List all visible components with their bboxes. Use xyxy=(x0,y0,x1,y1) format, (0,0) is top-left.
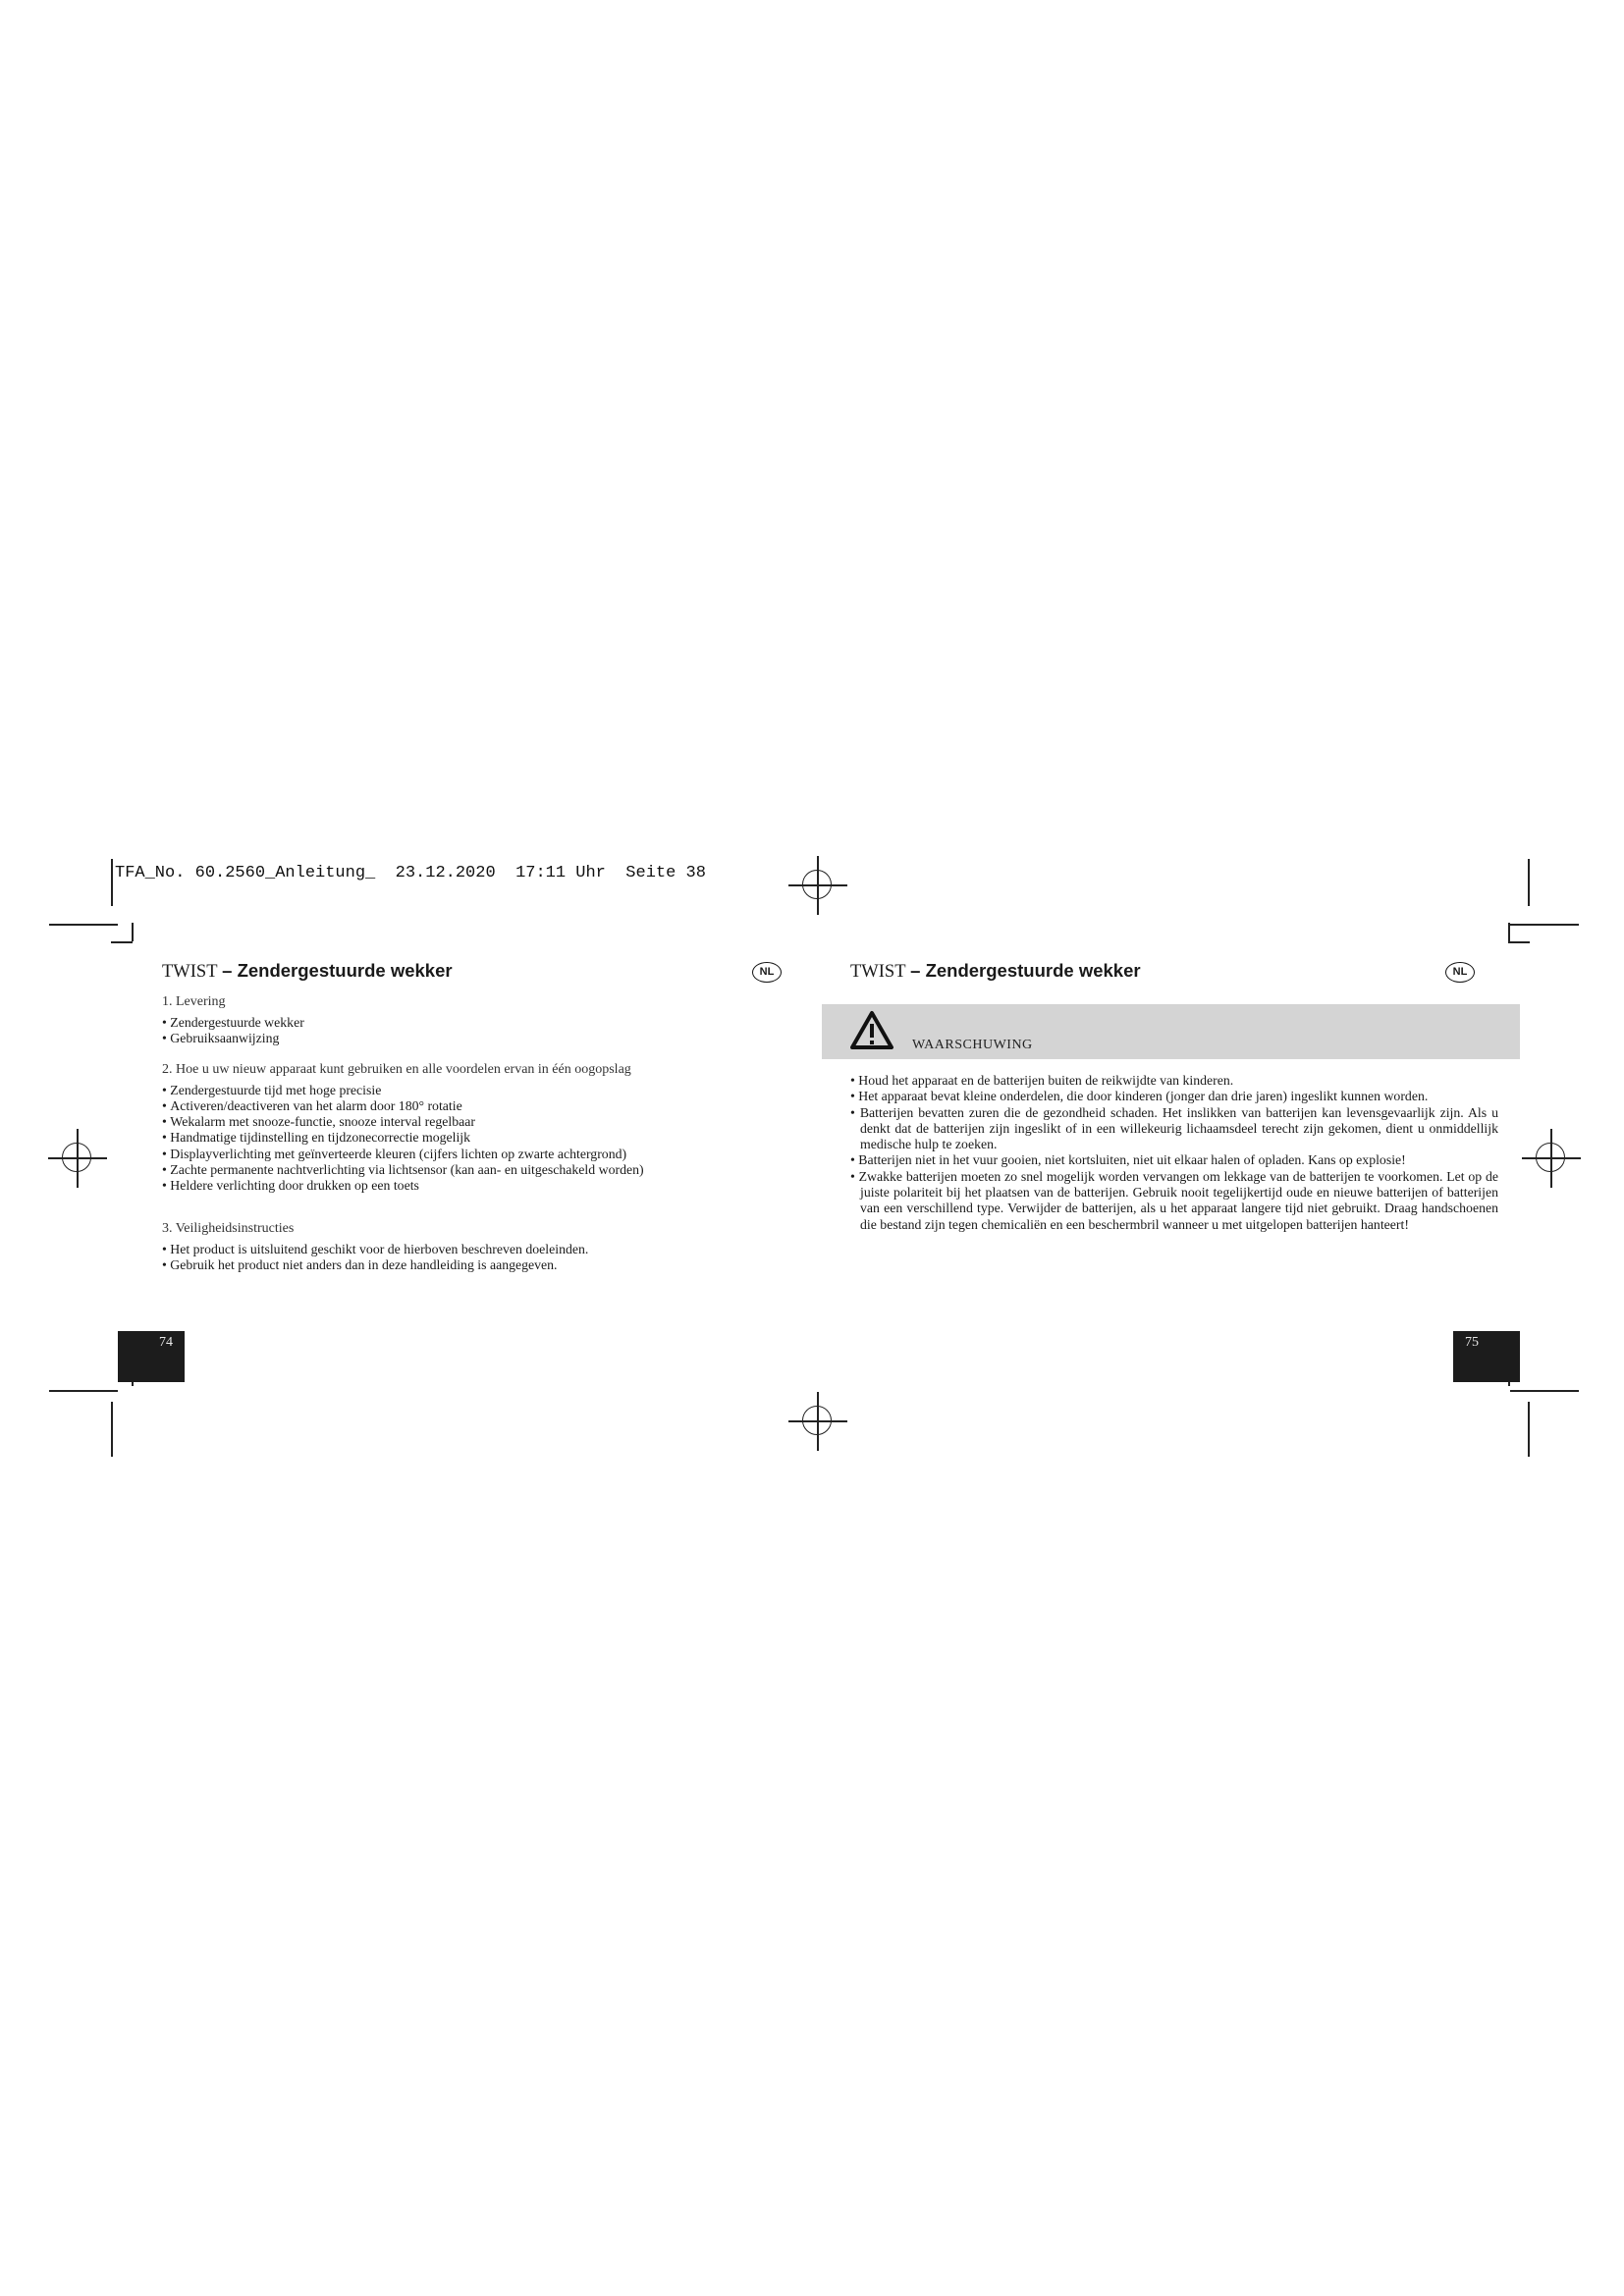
warning-triangle-icon xyxy=(849,1010,894,1051)
features-list xyxy=(162,1083,751,1195)
title-subtitle: – Zendergestuurde wekker xyxy=(222,960,453,981)
safety-list xyxy=(162,1242,751,1274)
list-item: • Displayverlichting met geïnverteerde kleuren (cijfers lichten op zwarte achtergrond) xyxy=(162,1147,751,1162)
language-badge: NL xyxy=(1445,962,1475,983)
warning-list-container xyxy=(850,1073,1498,1233)
list-item: • Zachte permanente nachtverlichting via lichtsensor (kan aan- en uitgeschakeld worden) xyxy=(162,1162,751,1178)
section-heading: 1. Levering xyxy=(162,994,226,1009)
section-heading: 2. Hoe u uw nieuw apparaat kunt gebruiken en alle voordelen ervan in één oogopslag xyxy=(162,1061,631,1077)
page-title xyxy=(850,960,1518,984)
print-slug: TFA_No. 60.2560_Anleitung_ 23.12.2020 17:11 Uhr Seite 38 xyxy=(115,864,706,882)
page-number-box xyxy=(1453,1331,1520,1382)
list-item: • Het product is uitsluitend geschikt voor de hierboven beschreven doeleinden. xyxy=(162,1242,751,1257)
title-subtitle: – Zendergestuurde wekker xyxy=(910,960,1141,981)
warning-label: WAARSCHUWING xyxy=(912,1038,1033,1052)
title-brand: TWIST xyxy=(162,962,218,982)
list-item: • Gebruiksaanwijzing xyxy=(162,1031,751,1046)
right-page xyxy=(850,960,1518,984)
delivery-list xyxy=(162,1015,751,1047)
registration-mark-right xyxy=(1522,1129,1581,1188)
list-item: • Activeren/deactiveren van het alarm door 180° rotatie xyxy=(162,1098,751,1114)
list-item: • Zendergestuurde wekker xyxy=(162,1015,751,1031)
language-badge: NL xyxy=(752,962,782,983)
list-item: • Gebruik het product niet anders dan in deze handleiding is aangegeven. xyxy=(162,1257,751,1273)
title-brand: TWIST xyxy=(850,962,906,982)
page-title xyxy=(162,960,751,984)
warning-list xyxy=(850,1073,1498,1233)
section-heading: 3. Veiligheidsinstructies xyxy=(162,1220,295,1236)
list-item: • Wekalarm met snooze-functie, snooze interval regelbaar xyxy=(162,1114,751,1130)
page-number: 75 xyxy=(1465,1335,1479,1350)
left-page xyxy=(162,960,775,1273)
list-item: • Zendergestuurde tijd met hoge precisie xyxy=(162,1083,751,1098)
registration-mark-bottom xyxy=(788,1392,847,1451)
list-item: • Het apparaat bevat kleine onderdelen, die door kinderen (jonger dan drie jaren) ingeslikt kunnen worden. xyxy=(850,1089,1498,1104)
list-item: • Houd het apparaat en de batterijen buiten de reikwijdte van kinderen. xyxy=(850,1073,1498,1089)
list-item: • Zwakke batterijen moeten zo snel mogelijk worden vervangen om lekkage van de batterijen te voorkomen. Let op de juiste polariteit bij het plaatsen van de batterijen. Gebruik nooit tegelijkertijd oude en nieuwe batterijen of batterijen van een verschillend type. Verwijder de batterijen, als u het apparaat langere tijd niet gebruikt. Draag handschoenen die bestand zijn tegen chemicaliën en een beschermbril wanneer u met uitgelopen batterijen hanteert! xyxy=(850,1169,1498,1233)
registration-mark-left xyxy=(48,1129,107,1188)
page-number-box xyxy=(118,1331,185,1382)
registration-mark-top xyxy=(788,856,847,915)
list-item: • Handmatige tijdinstelling en tijdzonecorrectie mogelijk xyxy=(162,1130,751,1146)
list-item: • Heldere verlichting door drukken op een toets xyxy=(162,1178,751,1194)
page-number: 74 xyxy=(159,1335,173,1350)
list-item: • Batterijen niet in het vuur gooien, niet kortsluiten, niet uit elkaar halen of opladen. Kans op explosie! xyxy=(850,1152,1498,1168)
warning-banner xyxy=(822,1004,1520,1059)
list-item: • Batterijen bevatten zuren die de gezondheid schaden. Het inslikken van batterijen kan levensgevaarlijk zijn. Als u denkt dat de batterijen zijn ingeslikt of in een willekeurig lichaamsdeel terecht zijn gekomen, dient u onmiddellijk medische hulp te zoeken. xyxy=(850,1105,1498,1153)
